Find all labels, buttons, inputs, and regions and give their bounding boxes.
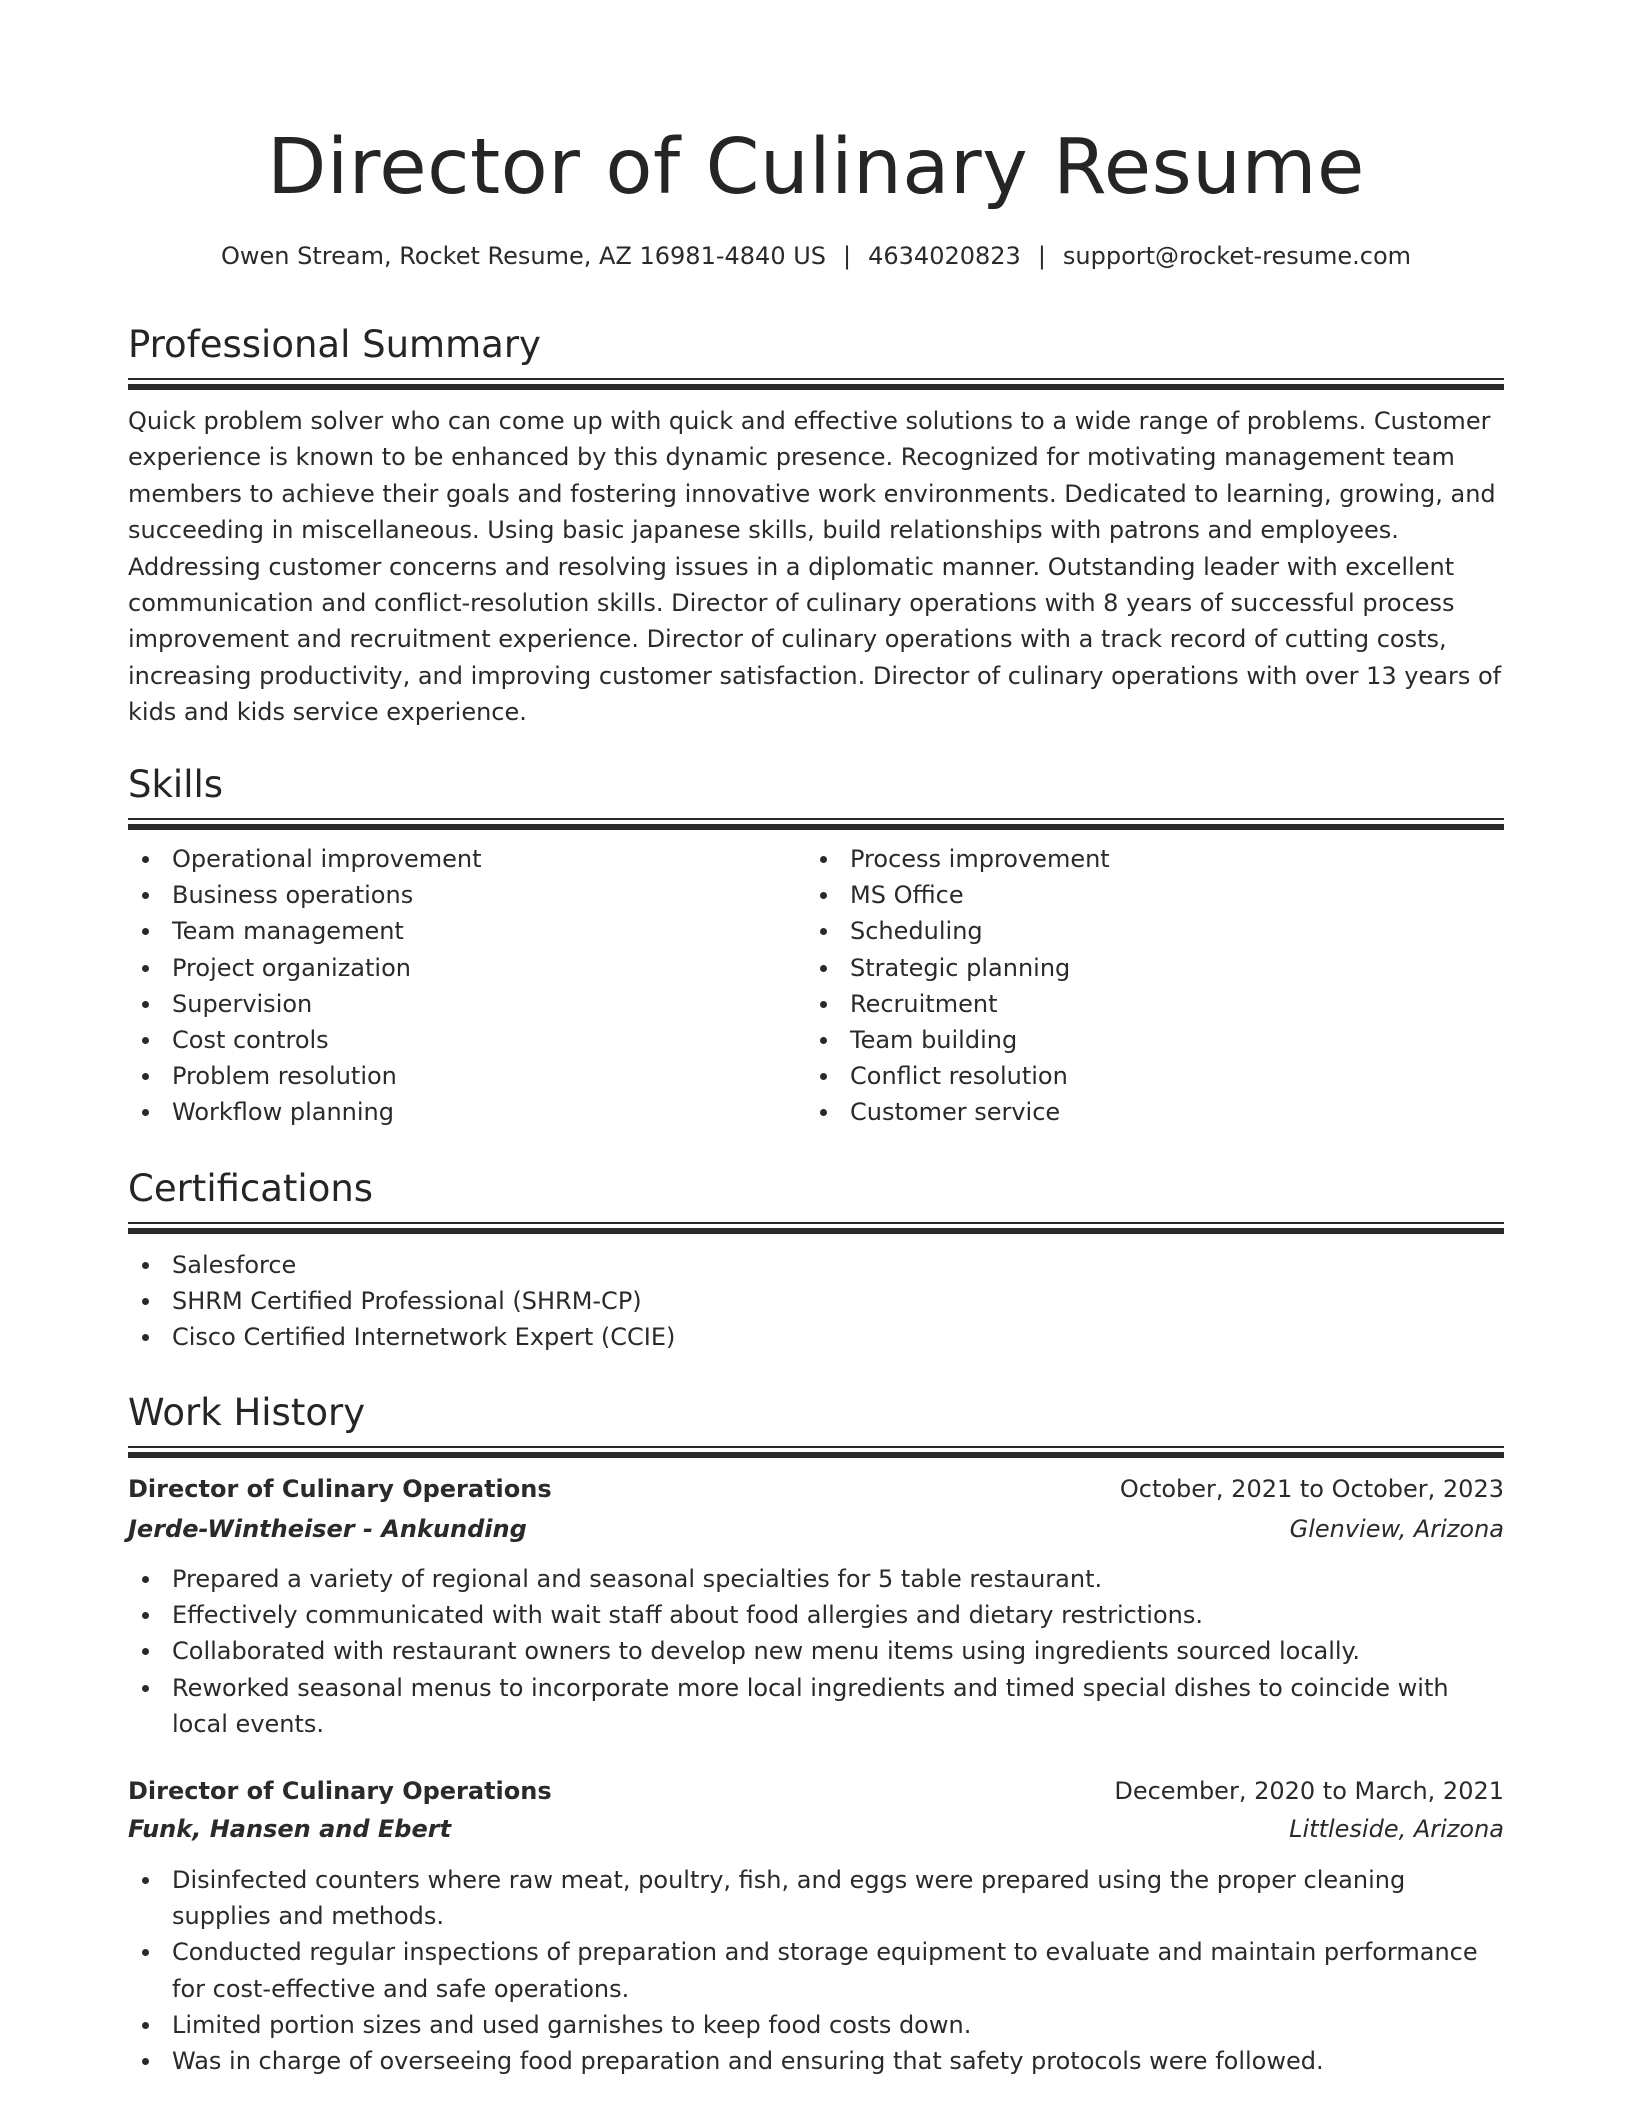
list-item: Scheduling — [806, 913, 1466, 949]
contact-line — [128, 238, 1504, 274]
list-item: Collaborated with restaurant owners to develop new menu items using ingredients sourced locally. — [128, 1633, 1504, 1669]
job-dates: October, 2021 to October, 2023 — [1119, 1475, 1504, 1503]
list-item: Cost controls — [128, 1022, 788, 1058]
job-company-row — [128, 1510, 1504, 1548]
summary-text: Quick problem solver who can come up with quick and effective solutions to a wide range of problems. Customer experience is known to be enhanced by this dynamic presence. Recognized for motivating management team members to achieve their goals and fostering innovative work environments. Dedicated to learning, growing, and succeeding in miscellaneous. Using basic japanese skills, build relationships with patrons and employees. Addressing customer concerns and resolving issues in a diplomatic manner. Outstanding leader with excellent communication and conflict-resolution skills. Director of culinary operations with 8 years of successful process improvement and recruitment experience. Director of culinary operations with a track record of cutting costs, increasing productivity, and improving customer satisfaction. Director of culinary operations with over 13 years of kids and kids service experience. — [128, 407, 1502, 727]
job-bullets — [128, 1561, 1504, 1742]
section-divider — [128, 1222, 1504, 1234]
list-item: Conducted regular inspections of preparation and storage equipment to evaluate and maintain performance for cost-effective and safe operations. — [128, 1934, 1504, 2006]
contact-address: Owen Stream, Rocket Resume, AZ 16981-4840 US — [220, 242, 827, 270]
job-bullets — [128, 1862, 1504, 2079]
job-header-row — [128, 1470, 1504, 1508]
job-title: Director of Culinary Operations — [128, 1475, 552, 1503]
skills-list-left — [128, 841, 788, 1131]
contact-separator: | — [1037, 242, 1046, 270]
job-title: Director of Culinary Operations — [128, 1777, 552, 1806]
work-history-section — [128, 1390, 1504, 2079]
section-heading-certifications: Certifications — [128, 1167, 374, 1210]
certifications-section — [128, 1166, 1504, 1356]
skills-list-right — [806, 841, 1466, 1131]
job-header-row — [128, 1772, 1504, 1810]
summary-section — [128, 322, 1504, 731]
job-dates: December, 2020 to March, 2021 — [1114, 1777, 1504, 1806]
list-item: Business operations — [128, 877, 788, 913]
list-item: Project organization — [128, 950, 788, 986]
list-item: Reworked seasonal menus to incorporate more local ingredients and timed special dishes to coincide with local events. — [128, 1670, 1504, 1742]
contact-phone: 4634020823 — [868, 242, 1021, 270]
section-divider — [128, 818, 1504, 830]
job-company-row — [128, 1810, 1504, 1848]
list-item: Team building — [806, 1022, 1466, 1058]
section-heading-work: Work History — [128, 1391, 366, 1434]
section-heading-skills: Skills — [128, 763, 224, 806]
list-item: SHRM Certified Professional (SHRM-CP) — [128, 1283, 1504, 1319]
section-divider — [128, 1446, 1504, 1458]
skills-section — [128, 762, 1504, 1141]
list-item: Operational improvement — [128, 841, 788, 877]
list-item: Prepared a variety of regional and seasonal specialties for 5 table restaurant. — [128, 1561, 1504, 1597]
section-divider — [128, 378, 1504, 390]
list-item: Limited portion sizes and used garnishes to keep food costs down. — [128, 2007, 1504, 2043]
job-company: Funk, Hansen and Ebert — [128, 1815, 452, 1844]
job-location: Glenview, Arizona — [1289, 1515, 1504, 1543]
list-item: Process improvement — [806, 841, 1466, 877]
list-item: Customer service — [806, 1094, 1466, 1130]
list-item: Conflict resolution — [806, 1058, 1466, 1094]
list-item: Disinfected counters where raw meat, poultry, fish, and eggs were prepared using the proper cleaning supplies and methods. — [128, 1862, 1504, 1934]
job-entry — [128, 1772, 1504, 2079]
contact-email: support@rocket-resume.com — [1062, 242, 1411, 270]
job-entry — [128, 1470, 1504, 1742]
list-item: Effectively communicated with wait staff about food allergies and dietary restrictions. — [128, 1597, 1504, 1633]
list-item: Supervision — [128, 986, 788, 1022]
list-item: Team management — [128, 913, 788, 949]
page-title: Director of Culinary Resume — [267, 123, 1365, 212]
list-item: Was in charge of overseeing food preparation and ensuring that safety protocols were followed. — [128, 2043, 1504, 2079]
certifications-list — [128, 1247, 1504, 1356]
list-item: Cisco Certified Internetwork Expert (CCIE) — [128, 1319, 1504, 1355]
section-heading-summary: Professional Summary — [128, 323, 541, 366]
skills-columns — [128, 841, 1504, 1141]
list-item: Strategic planning — [806, 950, 1466, 986]
job-company: Jerde-Wintheiser - Ankunding — [128, 1515, 527, 1543]
list-item: Salesforce — [128, 1247, 1504, 1283]
list-item: Workflow planning — [128, 1094, 788, 1130]
job-location: Littleside, Arizona — [1289, 1815, 1504, 1844]
list-item: Problem resolution — [128, 1058, 788, 1094]
list-item: MS Office — [806, 877, 1466, 913]
contact-separator: | — [843, 242, 852, 270]
list-item: Recruitment — [806, 986, 1466, 1022]
